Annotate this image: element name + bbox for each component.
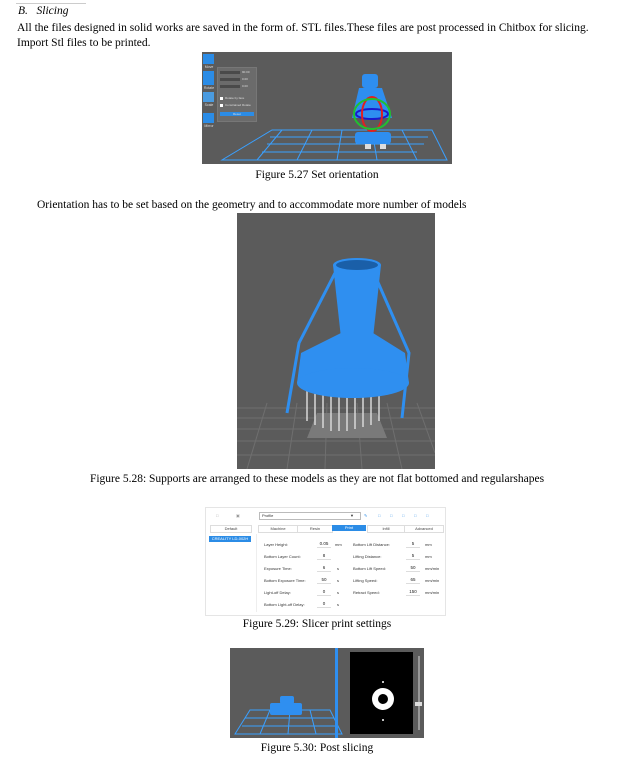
figure-5-27-image (202, 52, 452, 164)
light-off-delay-input[interactable]: 0 (317, 588, 331, 596)
tab-machine[interactable]: Machine (258, 525, 298, 533)
rotate-x-field[interactable] (220, 71, 240, 74)
constrained-rotate-checkbox[interactable] (220, 104, 223, 107)
profile-dropdown-icon[interactable]: ▼ (350, 513, 354, 518)
post-slicing-scene (230, 648, 424, 738)
tab-default[interactable]: Default (210, 525, 252, 533)
tab-infill[interactable]: Infill (367, 525, 405, 533)
rotate-by-face-label: Rotate by face (225, 96, 245, 100)
bottom-lift-speed-label: Bottom Lift Speed: (353, 566, 386, 571)
move-tool-icon[interactable] (203, 54, 214, 64)
bottom-light-off-delay-input[interactable]: 0 (317, 600, 331, 608)
sliced-model (270, 696, 302, 715)
lifting-distance-input[interactable]: 5 (406, 552, 420, 560)
rotate-y-value: 0.00 (242, 77, 248, 81)
figure-5-28-caption: Figure 5.28: Supports are arranged to these models as they are not flat bottomed and regularshapes (89, 473, 545, 485)
exposure-time-input[interactable]: 6 (317, 564, 331, 572)
bottom-lift-distance-input[interactable]: 5 (406, 540, 420, 548)
bottom-exposure-time-label: Bottom Exposure Time: (264, 578, 306, 583)
build-plate-grid (222, 130, 447, 160)
panel-divider (256, 534, 257, 612)
scale-tool-label: Scale (204, 103, 214, 107)
layer-ring-inner (378, 694, 388, 704)
bottom-layer-count-input[interactable]: 8 (317, 552, 331, 560)
profile-copy-icon[interactable]: □ (402, 513, 405, 518)
layer-slider-track[interactable] (418, 656, 420, 730)
light-off-delay-unit: s (337, 590, 339, 595)
retract-speed-unit: mm/min (425, 590, 440, 595)
profile-edit-icon[interactable]: ✎ (364, 513, 368, 518)
section-title: Slicing (36, 5, 69, 17)
figure-5-27-caption: Figure 5.27 Set orientation (255, 169, 379, 181)
rotate-x-value: 90.00 (242, 70, 250, 74)
layer-height-label: Layer Height: (264, 542, 288, 547)
supported-model-render (237, 213, 435, 469)
heading-rule (16, 3, 86, 4)
layer-split-bar (335, 648, 338, 738)
layer-height-input[interactable]: 0.05 (317, 540, 331, 548)
lifting-speed-unit: mm/min (425, 578, 440, 583)
mirror-tool-icon[interactable] (203, 113, 214, 123)
rotate-z-field[interactable] (220, 85, 240, 88)
profile-value: Profile (262, 513, 274, 518)
bottom-lift-speed-input[interactable]: 50 (406, 564, 420, 572)
reset-button-label: Reset (233, 112, 241, 116)
model-opening (336, 260, 378, 270)
light-off-delay-label: Light-off Delay: (264, 590, 291, 595)
rotate-panel (217, 67, 257, 122)
rotate-tool-icon[interactable] (203, 71, 214, 85)
lifting-distance-unit: mm (425, 554, 432, 559)
bottom-light-off-delay-unit: s (337, 602, 339, 607)
profile-import-icon[interactable]: □ (414, 513, 417, 518)
figure-5-29-caption: Figure 5.29: Slicer print settings (242, 618, 392, 630)
rotate-z-value: 0.00 (242, 84, 248, 88)
layer-dot-top (382, 681, 384, 683)
paragraph-2: Orientation has to be set based on the geometry and to accommodate more number of models (37, 199, 467, 211)
mirror-tool-label: Mirror (204, 124, 214, 128)
machine-list-item[interactable]: CREALITY LD-002H (209, 536, 251, 542)
layer-slider-handle[interactable] (415, 702, 422, 706)
paragraph-line-2: Import Stl files to be printed. (17, 37, 151, 49)
layer-height-unit: mm (335, 542, 342, 547)
figure-5-30-image (230, 648, 424, 738)
section-letter: B. (18, 5, 28, 17)
lifting-speed-label: Lifting Speed: (353, 578, 378, 583)
exposure-time-label: Exposure Time: (264, 566, 292, 571)
rotate-by-face-checkbox[interactable] (220, 97, 223, 100)
rotate-y-field[interactable] (220, 78, 240, 81)
exposure-time-unit: s (337, 566, 339, 571)
section-heading (18, 4, 68, 18)
layer-dot-bottom (382, 719, 384, 721)
rotate-tool-label: Rotate (203, 86, 215, 90)
profile-save-icon[interactable]: □ (390, 513, 393, 518)
bottom-exposure-time-unit: s (337, 578, 339, 583)
figure-5-29-image (205, 507, 446, 616)
delete-icon[interactable]: ▣ (236, 513, 240, 518)
scale-tool-icon[interactable] (203, 92, 214, 102)
profile-new-icon[interactable]: □ (378, 513, 381, 518)
lifting-distance-label: Lifting Distance: (353, 554, 382, 559)
profile-export-icon[interactable]: □ (426, 513, 429, 518)
retract-speed-input[interactable]: 150 (406, 588, 420, 596)
model-with-gizmo (352, 74, 392, 149)
bottom-light-off-delay-label: Bottom Light-off Delay: (264, 602, 305, 607)
bottom-lift-distance-label: Bottom Lift Distance: (353, 542, 390, 547)
move-tool-label: Move (204, 65, 214, 69)
tab-print[interactable]: Print (332, 525, 366, 531)
paragraph-line-1: All the files designed in solid works are saved in the form of. STL files.These files are post processed in Chitbox for slicing. (17, 22, 589, 34)
lifting-speed-input[interactable]: 65 (406, 576, 420, 584)
bottom-exposure-time-input[interactable]: 50 (317, 576, 331, 584)
tab-resin[interactable]: Resin (297, 525, 333, 533)
figure-5-28-image (237, 213, 435, 469)
figure-5-30-caption: Figure 5.30: Post slicing (260, 742, 374, 754)
tab-advanced[interactable]: Advanced (404, 525, 444, 533)
bottom-lift-speed-unit: mm/min (425, 566, 440, 571)
retract-speed-label: Retract Speed: (353, 590, 380, 595)
bottom-lift-distance-unit: mm (425, 542, 432, 547)
import-icon[interactable]: □ (216, 513, 219, 518)
bottom-layer-count-label: Bottom Layer Count: (264, 554, 301, 559)
profile-select[interactable] (259, 512, 361, 520)
constrained-rotate-label: Constrained Rotate (225, 103, 251, 107)
model-body (297, 258, 409, 398)
